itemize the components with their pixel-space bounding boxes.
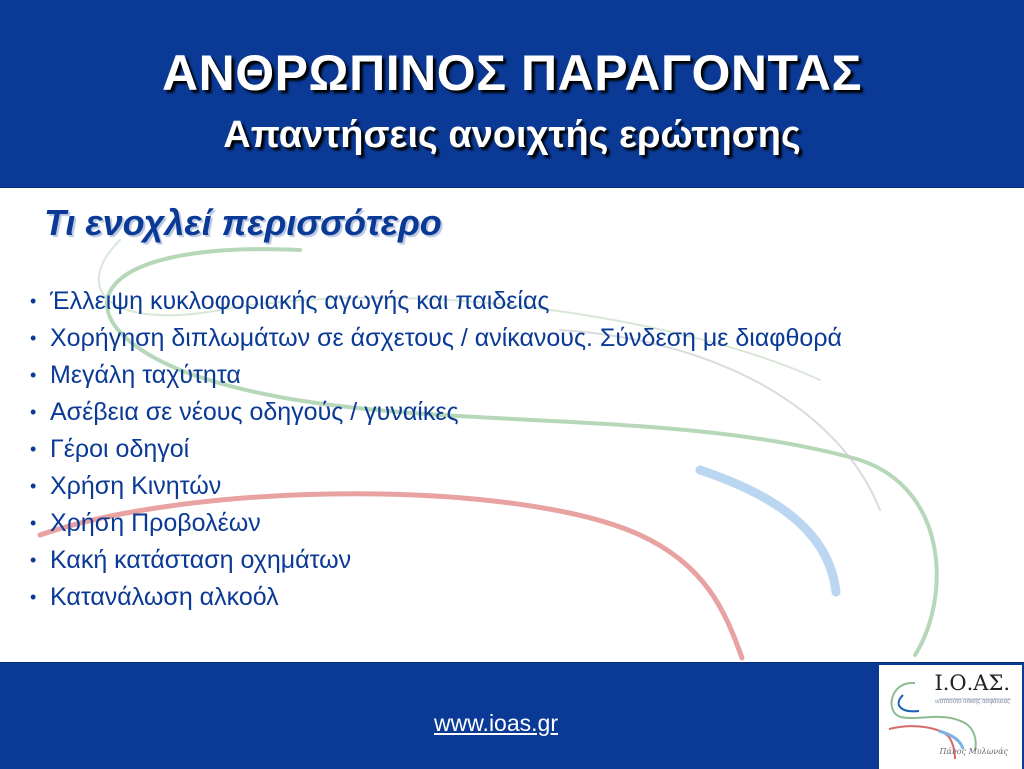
title-banner xyxy=(0,0,1024,188)
bullet-icon: • xyxy=(30,550,37,570)
logo-signature: Πάνος Μυλωνάς xyxy=(939,747,1008,756)
list-item-text: Κατανάλωση αλκοόλ xyxy=(50,583,279,611)
bullet-icon: • xyxy=(30,439,37,459)
list-item-text: Μεγάλη ταχύτητα xyxy=(50,361,241,389)
bullet-icon: • xyxy=(30,291,37,311)
list-item xyxy=(30,324,930,353)
footer-bar xyxy=(0,662,1024,769)
list-item xyxy=(30,509,930,538)
list-item-text: Χορήγηση διπλωμάτων σε άσχετους / ανίκανους. Σύνδεση με διαφθορά xyxy=(50,324,842,352)
list-item-text: Γέροι οδηγοί xyxy=(50,435,190,463)
list-item-text: Χρήση Κινητών xyxy=(50,472,222,500)
logo-tagline: ινστιτούτο οδικής ασφάλειας xyxy=(935,699,1010,705)
website-link[interactable]: www.ioas.gr xyxy=(434,710,558,736)
list-item xyxy=(30,583,930,612)
list-item-text: Έλλειψη κυκλοφοριακής αγωγής και παιδείας xyxy=(50,287,550,315)
bullet-icon: • xyxy=(30,402,37,422)
slide-title: ΑΝΘΡΩΠΙΝΟΣ ΠΑΡΑΓΟΝΤΑΣ xyxy=(162,45,862,101)
slide-subtitle: Απαντήσεις ανοιχτής ερώτησης xyxy=(223,114,801,156)
list-item xyxy=(30,472,930,501)
list-item xyxy=(30,361,930,390)
list-item xyxy=(30,435,930,464)
list-item-text: Ασέβεια σε νέους οδηγούς / γυναίκες xyxy=(50,398,459,426)
section-heading: Τι ενοχλεί περισσότερο xyxy=(44,202,442,243)
list-item xyxy=(30,287,930,316)
bullet-icon: • xyxy=(30,587,37,607)
list-item xyxy=(30,398,930,427)
bullet-list xyxy=(30,287,930,620)
ioas-logo xyxy=(879,665,1022,769)
bullet-icon: • xyxy=(30,476,37,496)
bullet-icon: • xyxy=(30,365,37,385)
logo-title: Ι.Ο.ΑΣ. xyxy=(934,671,1010,695)
bullet-icon: • xyxy=(30,328,37,348)
list-item-text: Κακή κατάσταση οχημάτων xyxy=(50,546,352,574)
bullet-icon: • xyxy=(30,513,37,533)
list-item-text: Χρήση Προβολέων xyxy=(50,509,261,537)
list-item xyxy=(30,546,930,575)
